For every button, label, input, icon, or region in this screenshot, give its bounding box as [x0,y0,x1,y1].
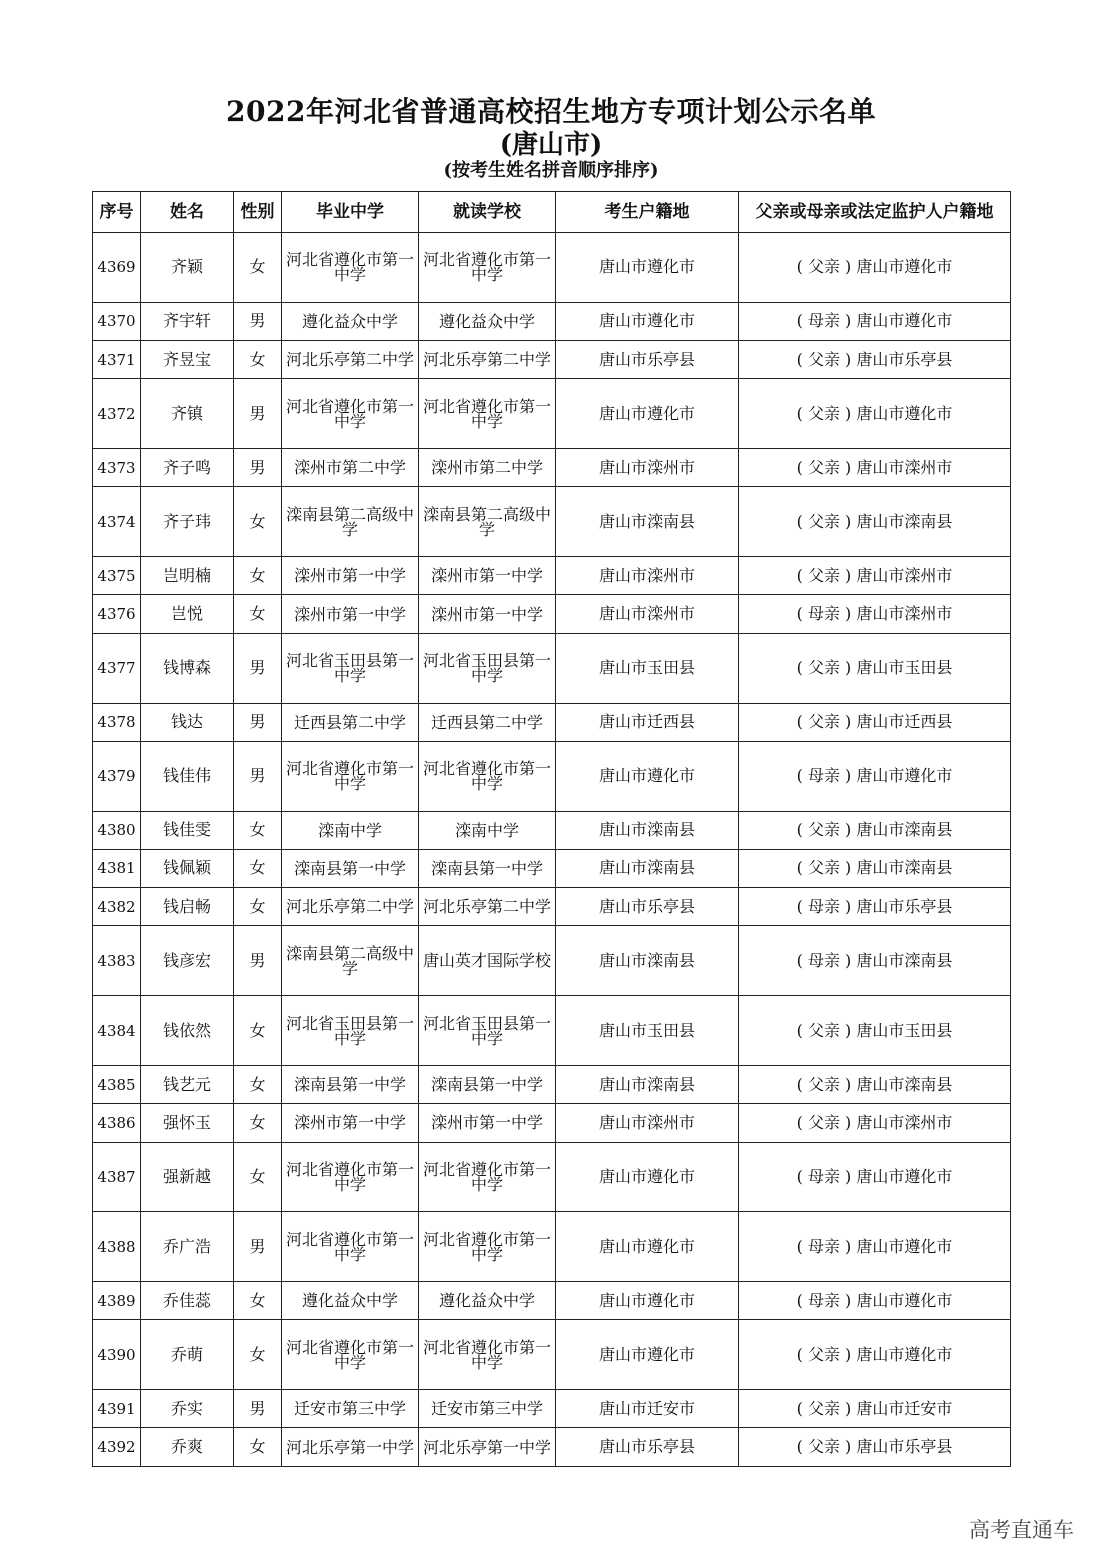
cell-gender: 男 [234,926,282,996]
cell-student-hukou: 唐山市滦南县 [556,926,739,996]
cell-current-school: 遵化益众中学 [419,302,556,340]
cell-guardian-hukou: ( 父亲 ) 唐山市玉田县 [739,996,1011,1066]
cell-guardian-hukou: ( 母亲 ) 唐山市滦州市 [739,595,1011,633]
cell-serial: 4384 [93,996,141,1066]
cell-gender: 男 [234,379,282,449]
cell-serial: 4385 [93,1065,141,1103]
cell-graduation-school: 滦南县第二高级中学 [282,926,419,996]
cell-gender: 男 [234,633,282,703]
table-header-row [93,192,1011,233]
table-row [93,1065,1011,1103]
table-row [93,633,1011,703]
cell-guardian-hukou: ( 母亲 ) 唐山市遵化市 [739,1142,1011,1212]
table-row [93,1104,1011,1142]
cell-name: 乔萌 [141,1320,234,1390]
cell-current-school: 滦南县第二高级中学 [419,487,556,557]
cell-name: 乔佳蕊 [141,1282,234,1320]
cell-guardian-hukou: ( 父亲 ) 唐山市遵化市 [739,233,1011,303]
table-row [93,1428,1011,1467]
cell-gender: 女 [234,888,282,926]
cell-gender: 女 [234,1065,282,1103]
cell-student-hukou: 唐山市滦南县 [556,811,739,849]
cell-serial: 4377 [93,633,141,703]
document-sort-note: (按考生姓名拼音顺序排序) [443,160,659,181]
cell-guardian-hukou: ( 父亲 ) 唐山市滦州市 [739,449,1011,487]
table-row [93,1142,1011,1212]
cell-guardian-hukou: ( 母亲 ) 唐山市滦南县 [739,926,1011,996]
cell-current-school: 迁西县第二中学 [419,703,556,741]
cell-guardian-hukou: ( 父亲 ) 唐山市滦南县 [739,1065,1011,1103]
cell-current-school: 河北省遵化市第一中学 [419,1142,556,1212]
cell-serial: 4376 [93,595,141,633]
cell-student-hukou: 唐山市滦州市 [556,595,739,633]
table-row [93,341,1011,379]
table-row [93,888,1011,926]
cell-guardian-hukou: ( 父亲 ) 唐山市迁西县 [739,703,1011,741]
cell-student-hukou: 唐山市乐亭县 [556,1428,739,1467]
cell-student-hukou: 唐山市遵化市 [556,1212,739,1282]
cell-gender: 女 [234,849,282,887]
cell-guardian-hukou: ( 父亲 ) 唐山市滦南县 [739,811,1011,849]
cell-name: 乔爽 [141,1428,234,1467]
cell-current-school: 滦南中学 [419,811,556,849]
cell-current-school: 滦州市第一中学 [419,595,556,633]
cell-guardian-hukou: ( 母亲 ) 唐山市遵化市 [739,1282,1011,1320]
header-guardian-hukou: 父亲或母亲或法定监护人户籍地 [739,192,1011,233]
cell-student-hukou: 唐山市迁安市 [556,1390,739,1428]
table-row [93,926,1011,996]
cell-gender: 女 [234,811,282,849]
table-row [93,595,1011,633]
header-gender: 性别 [234,192,282,233]
cell-graduation-school: 滦州市第一中学 [282,557,419,595]
cell-current-school: 河北省遵化市第一中学 [419,741,556,811]
cell-graduation-school: 河北乐亭第一中学 [282,1428,419,1467]
table-row [93,1212,1011,1282]
cell-guardian-hukou: ( 母亲 ) 唐山市遵化市 [739,741,1011,811]
cell-student-hukou: 唐山市玉田县 [556,996,739,1066]
document-title: 2022年河北省普通高校招生地方专项计划公示名单 [226,95,876,128]
cell-serial: 4380 [93,811,141,849]
table-row [93,703,1011,741]
cell-graduation-school: 滦南中学 [282,811,419,849]
cell-name: 齐子鸣 [141,449,234,487]
cell-student-hukou: 唐山市玉田县 [556,633,739,703]
cell-guardian-hukou: ( 父亲 ) 唐山市滦南县 [739,487,1011,557]
cell-current-school: 河北省遵化市第一中学 [419,233,556,303]
cell-graduation-school: 河北乐亭第二中学 [282,888,419,926]
roster-table [92,191,1011,1467]
cell-gender: 男 [234,1212,282,1282]
cell-graduation-school: 河北乐亭第二中学 [282,341,419,379]
cell-serial: 4378 [93,703,141,741]
cell-gender: 女 [234,1320,282,1390]
cell-serial: 4388 [93,1212,141,1282]
cell-guardian-hukou: ( 母亲 ) 唐山市乐亭县 [739,888,1011,926]
cell-guardian-hukou: ( 父亲 ) 唐山市遵化市 [739,379,1011,449]
cell-current-school: 河北省遵化市第一中学 [419,1320,556,1390]
cell-name: 钱启畅 [141,888,234,926]
cell-name: 钱艺元 [141,1065,234,1103]
cell-guardian-hukou: ( 父亲 ) 唐山市滦南县 [739,849,1011,887]
cell-student-hukou: 唐山市滦南县 [556,849,739,887]
cell-current-school: 滦南县第一中学 [419,1065,556,1103]
cell-guardian-hukou: ( 父亲 ) 唐山市迁安市 [739,1390,1011,1428]
cell-gender: 女 [234,233,282,303]
cell-graduation-school: 河北省遵化市第一中学 [282,1212,419,1282]
cell-current-school: 滦州市第一中学 [419,1104,556,1142]
cell-current-school: 滦南县第一中学 [419,849,556,887]
cell-current-school: 唐山英才国际学校 [419,926,556,996]
cell-graduation-school: 河北省遵化市第一中学 [282,379,419,449]
header-student-hukou: 考生户籍地 [556,192,739,233]
cell-name: 钱博森 [141,633,234,703]
cell-graduation-school: 滦南县第二高级中学 [282,487,419,557]
cell-name: 强新越 [141,1142,234,1212]
cell-gender: 男 [234,741,282,811]
cell-name: 钱依然 [141,996,234,1066]
cell-gender: 女 [234,1428,282,1467]
table-row [93,449,1011,487]
cell-graduation-school: 河北省玉田县第一中学 [282,633,419,703]
watermark-text: 高考直通车 [969,1518,1074,1542]
cell-student-hukou: 唐山市遵化市 [556,233,739,303]
cell-serial: 4373 [93,449,141,487]
cell-serial: 4390 [93,1320,141,1390]
cell-gender: 女 [234,1282,282,1320]
cell-name: 齐昱宝 [141,341,234,379]
cell-graduation-school: 河北省遵化市第一中学 [282,233,419,303]
cell-gender: 女 [234,996,282,1066]
cell-graduation-school: 遵化益众中学 [282,302,419,340]
cell-name: 钱达 [141,703,234,741]
cell-guardian-hukou: ( 父亲 ) 唐山市遵化市 [739,1320,1011,1390]
cell-serial: 4383 [93,926,141,996]
table-row [93,849,1011,887]
cell-graduation-school: 迁西县第二中学 [282,703,419,741]
cell-current-school: 河北乐亭第二中学 [419,341,556,379]
cell-serial: 4372 [93,379,141,449]
table-row [93,811,1011,849]
cell-student-hukou: 唐山市遵化市 [556,1320,739,1390]
header-serial: 序号 [93,192,141,233]
cell-graduation-school: 遵化益众中学 [282,1282,419,1320]
cell-student-hukou: 唐山市滦南县 [556,1065,739,1103]
cell-gender: 女 [234,595,282,633]
table-row [93,233,1011,303]
cell-graduation-school: 河北省遵化市第一中学 [282,1320,419,1390]
cell-current-school: 河北省玉田县第一中学 [419,633,556,703]
cell-graduation-school: 滦州市第一中学 [282,1104,419,1142]
cell-name: 强怀玉 [141,1104,234,1142]
cell-graduation-school: 河北省遵化市第一中学 [282,1142,419,1212]
cell-student-hukou: 唐山市遵化市 [556,302,739,340]
table-row [93,1390,1011,1428]
cell-serial: 4374 [93,487,141,557]
cell-student-hukou: 唐山市遵化市 [556,1142,739,1212]
cell-graduation-school: 滦南县第一中学 [282,849,419,887]
cell-current-school: 河北省遵化市第一中学 [419,379,556,449]
cell-student-hukou: 唐山市遵化市 [556,741,739,811]
cell-current-school: 迁安市第三中学 [419,1390,556,1428]
cell-serial: 4375 [93,557,141,595]
cell-student-hukou: 唐山市乐亭县 [556,341,739,379]
header-current-school: 就读学校 [419,192,556,233]
cell-serial: 4386 [93,1104,141,1142]
table-row [93,487,1011,557]
cell-gender: 男 [234,1390,282,1428]
cell-name: 岂明楠 [141,557,234,595]
cell-student-hukou: 唐山市滦州市 [556,449,739,487]
cell-graduation-school: 滦州市第二中学 [282,449,419,487]
cell-student-hukou: 唐山市滦南县 [556,487,739,557]
cell-current-school: 河北省玉田县第一中学 [419,996,556,1066]
cell-student-hukou: 唐山市滦州市 [556,1104,739,1142]
cell-name: 钱佳伟 [141,741,234,811]
cell-name: 钱佳雯 [141,811,234,849]
table-row [93,379,1011,449]
cell-serial: 4379 [93,741,141,811]
cell-guardian-hukou: ( 父亲 ) 唐山市滦州市 [739,557,1011,595]
cell-serial: 4389 [93,1282,141,1320]
cell-gender: 男 [234,449,282,487]
cell-name: 乔实 [141,1390,234,1428]
cell-serial: 4369 [93,233,141,303]
cell-student-hukou: 唐山市乐亭县 [556,888,739,926]
cell-gender: 女 [234,557,282,595]
cell-graduation-school: 滦州市第一中学 [282,595,419,633]
cell-serial: 4370 [93,302,141,340]
cell-current-school: 遵化益众中学 [419,1282,556,1320]
cell-student-hukou: 唐山市遵化市 [556,1282,739,1320]
cell-serial: 4387 [93,1142,141,1212]
cell-guardian-hukou: ( 母亲 ) 唐山市遵化市 [739,302,1011,340]
table-row [93,996,1011,1066]
cell-student-hukou: 唐山市滦州市 [556,557,739,595]
table-row [93,557,1011,595]
document-subtitle-city: (唐山市) [499,130,603,160]
cell-gender: 女 [234,1104,282,1142]
cell-gender: 女 [234,487,282,557]
cell-guardian-hukou: ( 父亲 ) 唐山市乐亭县 [739,1428,1011,1467]
cell-serial: 4392 [93,1428,141,1467]
cell-current-school: 滦州市第二中学 [419,449,556,487]
cell-gender: 女 [234,341,282,379]
cell-name: 齐镇 [141,379,234,449]
cell-serial: 4381 [93,849,141,887]
table-body [93,233,1011,1467]
cell-guardian-hukou: ( 父亲 ) 唐山市玉田县 [739,633,1011,703]
table-row [93,1320,1011,1390]
cell-current-school: 河北省遵化市第一中学 [419,1212,556,1282]
cell-name: 齐宇轩 [141,302,234,340]
cell-serial: 4391 [93,1390,141,1428]
cell-name: 钱彦宏 [141,926,234,996]
table-row [93,741,1011,811]
cell-gender: 男 [234,703,282,741]
cell-name: 岂悦 [141,595,234,633]
cell-gender: 男 [234,302,282,340]
table-row [93,1282,1011,1320]
header-graduation-school: 毕业中学 [282,192,419,233]
cell-current-school: 河北乐亭第二中学 [419,888,556,926]
table-row [93,302,1011,340]
cell-graduation-school: 河北省遵化市第一中学 [282,741,419,811]
cell-serial: 4382 [93,888,141,926]
cell-student-hukou: 唐山市迁西县 [556,703,739,741]
cell-student-hukou: 唐山市遵化市 [556,379,739,449]
cell-graduation-school: 滦南县第一中学 [282,1065,419,1103]
cell-serial: 4371 [93,341,141,379]
cell-name: 乔广浩 [141,1212,234,1282]
cell-guardian-hukou: ( 母亲 ) 唐山市遵化市 [739,1212,1011,1282]
cell-name: 钱佩颖 [141,849,234,887]
cell-gender: 女 [234,1142,282,1212]
cell-name: 齐子玮 [141,487,234,557]
cell-current-school: 河北乐亭第一中学 [419,1428,556,1467]
cell-name: 齐颖 [141,233,234,303]
cell-current-school: 滦州市第一中学 [419,557,556,595]
cell-guardian-hukou: ( 父亲 ) 唐山市乐亭县 [739,341,1011,379]
cell-guardian-hukou: ( 父亲 ) 唐山市滦州市 [739,1104,1011,1142]
cell-graduation-school: 河北省玉田县第一中学 [282,996,419,1066]
header-name: 姓名 [141,192,234,233]
cell-graduation-school: 迁安市第三中学 [282,1390,419,1428]
